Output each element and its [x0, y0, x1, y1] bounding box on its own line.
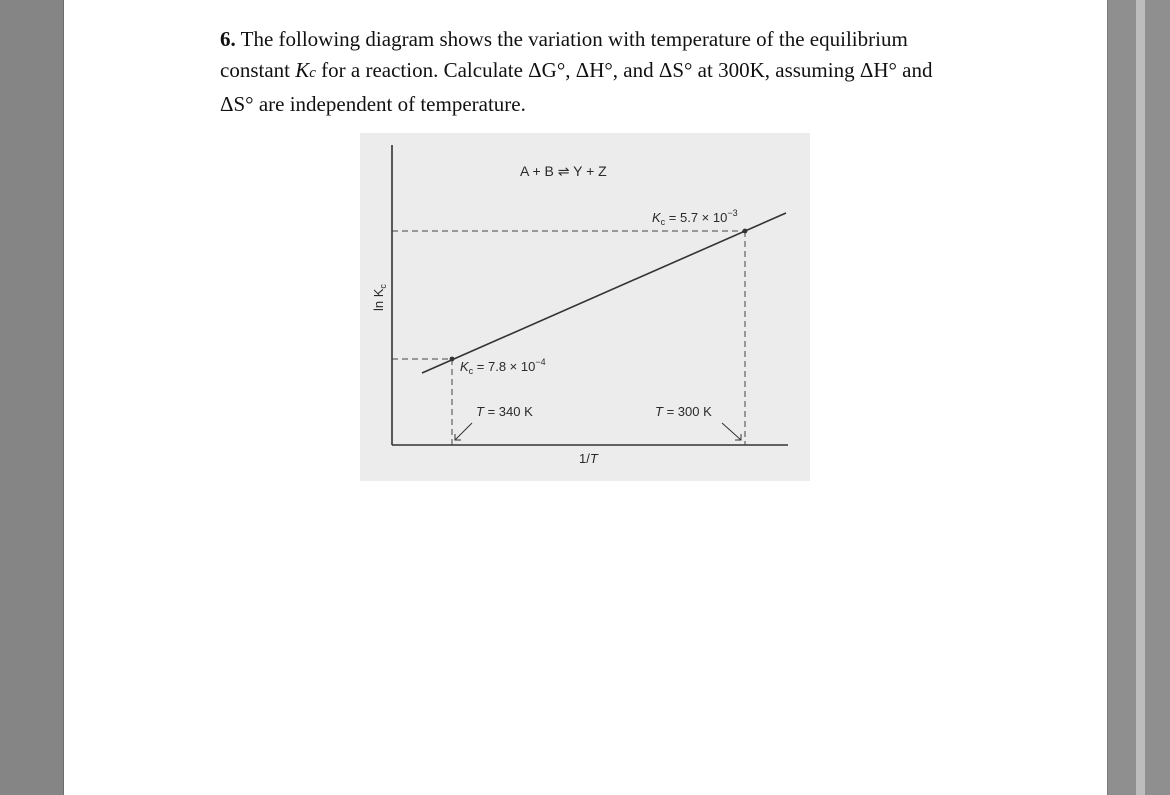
kc-low-label: $K_c = 7.8 \times 10^{-4}$ [460, 357, 546, 376]
kc-symbol: Kc [295, 58, 316, 82]
viewer-right-margin [1107, 0, 1170, 795]
viewer-left-margin [0, 0, 64, 795]
question-line-1: The following diagram shows the variation with temperature of the equilibrium [240, 27, 908, 51]
arrow-340k [455, 423, 472, 440]
t-340-label: T = 340 K [476, 404, 533, 419]
question-line-3: ΔS° are independent of temperature. [220, 92, 526, 116]
kc-high-label: $K_c = 5.7 \times 10^{-3}$ [652, 208, 738, 227]
data-point-low [450, 357, 455, 362]
reaction-equation: A + B ⇌ Y + Z [520, 163, 607, 179]
scrollbar-track[interactable] [1136, 0, 1145, 795]
question-text [220, 24, 948, 120]
question-line-2-end: for a reaction. Calculate ΔG°, ΔH°, and ΔS° at 300K, assuming ΔH° and [315, 58, 933, 82]
question-line-2-start: constant [220, 58, 296, 82]
arrow-300k [722, 423, 741, 440]
data-line [422, 213, 786, 376]
document-page [64, 0, 1107, 795]
x-axis-label: 1/T [579, 451, 598, 466]
y-axis-label: $\ln K_c$ [371, 284, 388, 311]
question-number: 6. [220, 27, 236, 51]
t-300-label: T = 300 K [655, 404, 712, 419]
data-point-high [743, 229, 748, 234]
ln-kc-vs-inverse-t-diagram [360, 133, 810, 481]
